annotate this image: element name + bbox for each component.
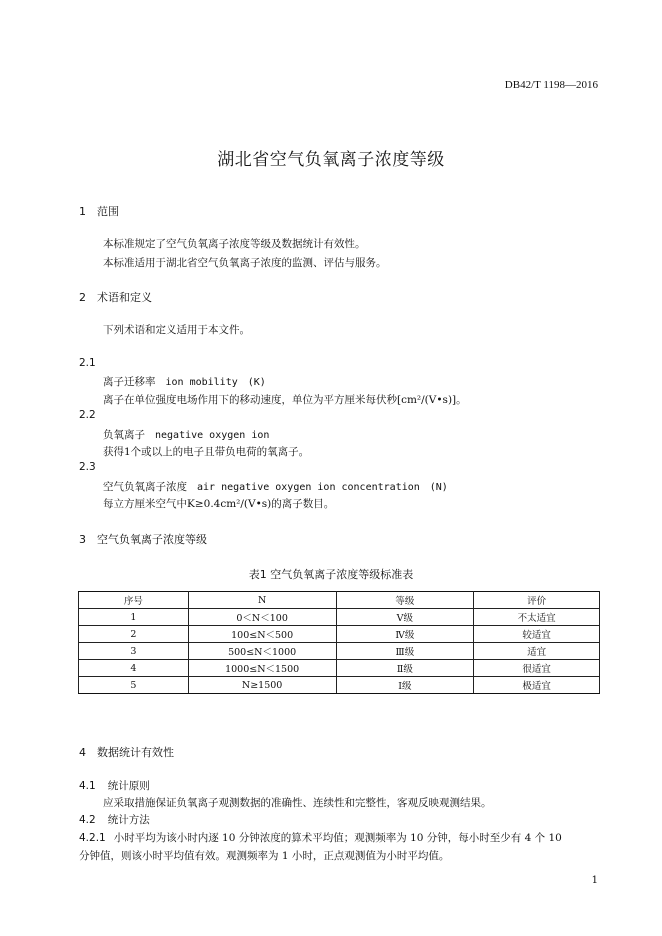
subsection-number: 4.2 [79,814,96,826]
paragraph: 本标准适用于湖北省空气负氧离子浓度的监测、评估与服务。 [103,257,387,269]
term-zh: 空气负氧离子浓度 [103,481,187,493]
table-cell: 0＜N＜100 [188,609,336,626]
section-1-heading [79,203,119,219]
table-cell: 1 [79,609,189,626]
header-cell: N [188,592,336,609]
table-row [79,660,600,677]
table-cell: 较适宜 [474,626,600,643]
subsection-4-1 [79,778,150,793]
term-number: 2.1 [79,357,96,369]
table-header-row [79,592,600,609]
grade-table [78,591,600,694]
term-definition: 获得1个或以上的电子且带负电荷的氧离子。 [103,446,310,458]
table-cell: 5 [79,677,189,694]
section-2-heading [79,289,152,305]
table-row [79,643,600,660]
header-cell: 评价 [474,592,600,609]
table-cell: 100≤N＜500 [188,626,336,643]
page-number: 1 [591,875,598,886]
table-row [79,609,600,626]
subsection-title: 统计方法 [107,814,150,826]
clause-text: 小时平均为该小时内逐 10 分钟浓度的算术平均值；观测频率为 10 分钟，每小时至少有 4 个 10 [113,832,562,844]
table-row [79,677,600,694]
section-number: 2 [79,291,86,304]
term-definition: 离子在单位强度电场作用下的移动速度，单位为平方厘米每伏秒[cm²/(V•s)]。 [103,394,467,406]
table-cell: 1000≤N＜1500 [188,660,336,677]
term-number: 2.2 [79,409,96,421]
subsection-title: 统计原则 [107,780,150,792]
subsection-4-2 [79,812,150,827]
table-cell: 很适宜 [474,660,600,677]
subsection-number: 4.1 [79,780,96,792]
section-4-heading [79,744,174,760]
table-row [79,626,600,643]
table-cell: Ⅴ级 [336,609,474,626]
section-title: 范围 [97,205,119,218]
paragraph: 下列术语和定义适用于本文件。 [103,324,250,336]
paragraph-4-2-1-line1 [79,830,562,845]
section-number: 3 [79,533,86,546]
term-en: negative oxygen ion [155,430,270,441]
header-cell: 序号 [79,592,189,609]
term-symbol: (K) [247,377,266,388]
term-symbol: (N) [429,482,448,493]
table-cell: N≥1500 [188,677,336,694]
clause-number: 4.2.1 [79,832,106,844]
table-cell: Ⅱ级 [336,660,474,677]
table-cell: 2 [79,626,189,643]
page-title: 湖北省空气负氧离子浓度等级 [217,150,445,170]
table-cell: Ⅳ级 [336,626,474,643]
section-number: 1 [79,205,86,218]
term-definition: 每立方厘米空气中K≥0.4cm²/(V•s)的离子数目。 [103,498,335,510]
term-entry [103,427,269,442]
table-cell: 4 [79,660,189,677]
paragraph: 应采取措施保证负氧离子观测数据的准确性、连续性和完整性，客观反映观测结果。 [103,797,492,809]
section-title: 空气负氧离子浓度等级 [97,533,207,546]
table-cell: Ⅰ级 [336,677,474,694]
term-en: ion mobility [165,377,238,388]
table-caption: 表1 空气负氧离子浓度等级标准表 [248,568,414,581]
section-title: 数据统计有效性 [97,746,174,759]
paragraph-4-2-1-line2: 分钟值，则该小时平均值有效。观测频率为 1 小时，正点观测值为小时平均值。 [79,850,450,862]
table-cell: 500≤N＜1000 [188,643,336,660]
term-zh: 离子迁移率 [103,376,156,388]
section-title: 术语和定义 [97,291,152,304]
table-cell: 不太适宜 [474,609,600,626]
table-cell: Ⅲ级 [336,643,474,660]
table-cell: 极适宜 [474,677,600,694]
section-number: 4 [79,746,86,759]
term-zh: 负氧离子 [103,429,145,441]
document-id: DB42/T 1198—2016 [504,79,598,91]
section-3-heading [79,531,207,547]
table-cell: 3 [79,643,189,660]
term-entry [103,374,266,389]
header-cell: 等级 [336,592,474,609]
paragraph: 本标准规定了空气负氧离子浓度等级及数据统计有效性。 [103,238,366,250]
term-entry [103,479,448,494]
table-cell: 适宜 [474,643,600,660]
term-en: air negative oxygen ion concentration [197,482,420,493]
term-number: 2.3 [79,461,96,473]
